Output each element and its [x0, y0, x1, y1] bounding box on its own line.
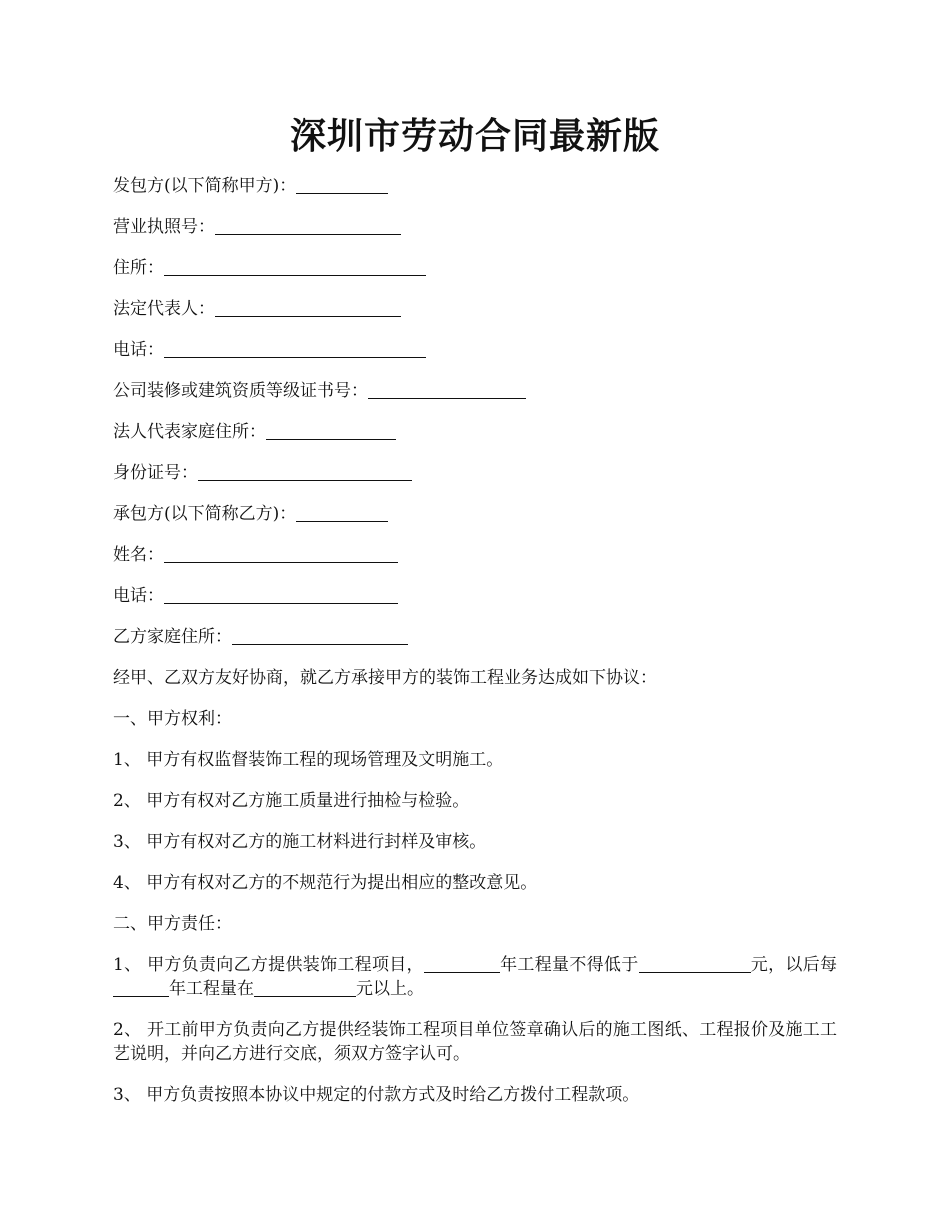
document-title: 深圳市劳动合同最新版 — [289, 115, 660, 157]
fill-blank — [254, 978, 356, 997]
form-field-name — [113, 543, 837, 567]
field-label: 法人代表家庭住所： — [113, 422, 266, 442]
fill-blank — [113, 978, 169, 997]
text-segment: 元，以后每 — [750, 955, 837, 975]
fill-blank — [266, 421, 396, 440]
list-item: 2、 开工前甲方负责向乙方提供经装饰工程项目单位签章确认后的施工图纸、工程报价及施工工艺说明，并向乙方进行交底，须双方签字认可。 — [113, 1020, 837, 1064]
fill-blank — [368, 380, 526, 399]
form-field-party-b — [113, 502, 837, 526]
field-label: 电话： — [113, 586, 164, 606]
text-segment: 元以上。 — [356, 979, 424, 999]
list-item: 4、 甲方有权对乙方的不规范行为提出相应的整改意见。 — [113, 873, 538, 893]
field-label: 营业执照号： — [113, 217, 215, 237]
fill-blank — [296, 175, 388, 194]
field-label: 身份证号： — [113, 463, 198, 483]
form-field-legal-representative — [113, 297, 837, 321]
form-field-qualification-cert — [113, 379, 837, 403]
fill-blank — [215, 216, 401, 235]
intro-paragraph: 经甲、乙双方友好协商，就乙方承接甲方的装饰工程业务达成如下协议： — [113, 668, 657, 688]
fill-blank — [424, 954, 500, 973]
text-segment: 年工程量在 — [169, 979, 254, 999]
section-heading-responsibilities: 二、甲方责任： — [113, 914, 232, 934]
form-field-phone-a — [113, 338, 837, 362]
form-field-party-a — [113, 174, 837, 198]
form-field-business-license — [113, 215, 837, 239]
fill-blank — [164, 339, 426, 358]
form-field-rep-home-address — [113, 420, 837, 444]
list-item — [113, 953, 837, 1001]
field-label: 发包方(以下简称甲方)： — [113, 176, 297, 196]
fill-blank — [296, 503, 388, 522]
field-label: 承包方(以下简称乙方)： — [113, 504, 297, 524]
form-field-id-number — [113, 461, 837, 485]
fill-blank — [198, 462, 412, 481]
field-label: 乙方家庭住所： — [113, 627, 232, 647]
document-page — [113, 112, 837, 1124]
field-label: 姓名： — [113, 545, 164, 565]
field-label: 法定代表人： — [113, 299, 215, 319]
form-field-party-b-home-address — [113, 625, 837, 649]
list-item: 1、 甲方有权监督装饰工程的现场管理及文明施工。 — [113, 750, 504, 770]
fill-blank — [232, 626, 408, 645]
fill-blank — [215, 298, 401, 317]
fill-blank — [639, 954, 751, 973]
form-field-phone-b — [113, 584, 837, 608]
fill-blank — [164, 585, 398, 604]
text-segment: 1、 甲方负责向乙方提供装饰工程项目， — [113, 955, 424, 975]
fill-blank — [164, 544, 398, 563]
text-segment: 年工程量不得低于 — [499, 955, 639, 975]
field-label: 住所： — [113, 258, 164, 278]
list-item: 2、 甲方有权对乙方施工质量进行抽检与检验。 — [113, 791, 470, 811]
fill-blank — [164, 257, 426, 276]
form-field-address — [113, 256, 837, 280]
field-label: 公司装修或建筑资质等级证书号： — [113, 381, 368, 401]
field-label: 电话： — [113, 340, 164, 360]
list-item: 3、 甲方负责按照本协议中规定的付款方式及时给乙方拨付工程款项。 — [113, 1085, 640, 1105]
list-item: 3、 甲方有权对乙方的施工材料进行封样及审核。 — [113, 832, 487, 852]
section-heading-rights: 一、甲方权利： — [113, 709, 232, 729]
